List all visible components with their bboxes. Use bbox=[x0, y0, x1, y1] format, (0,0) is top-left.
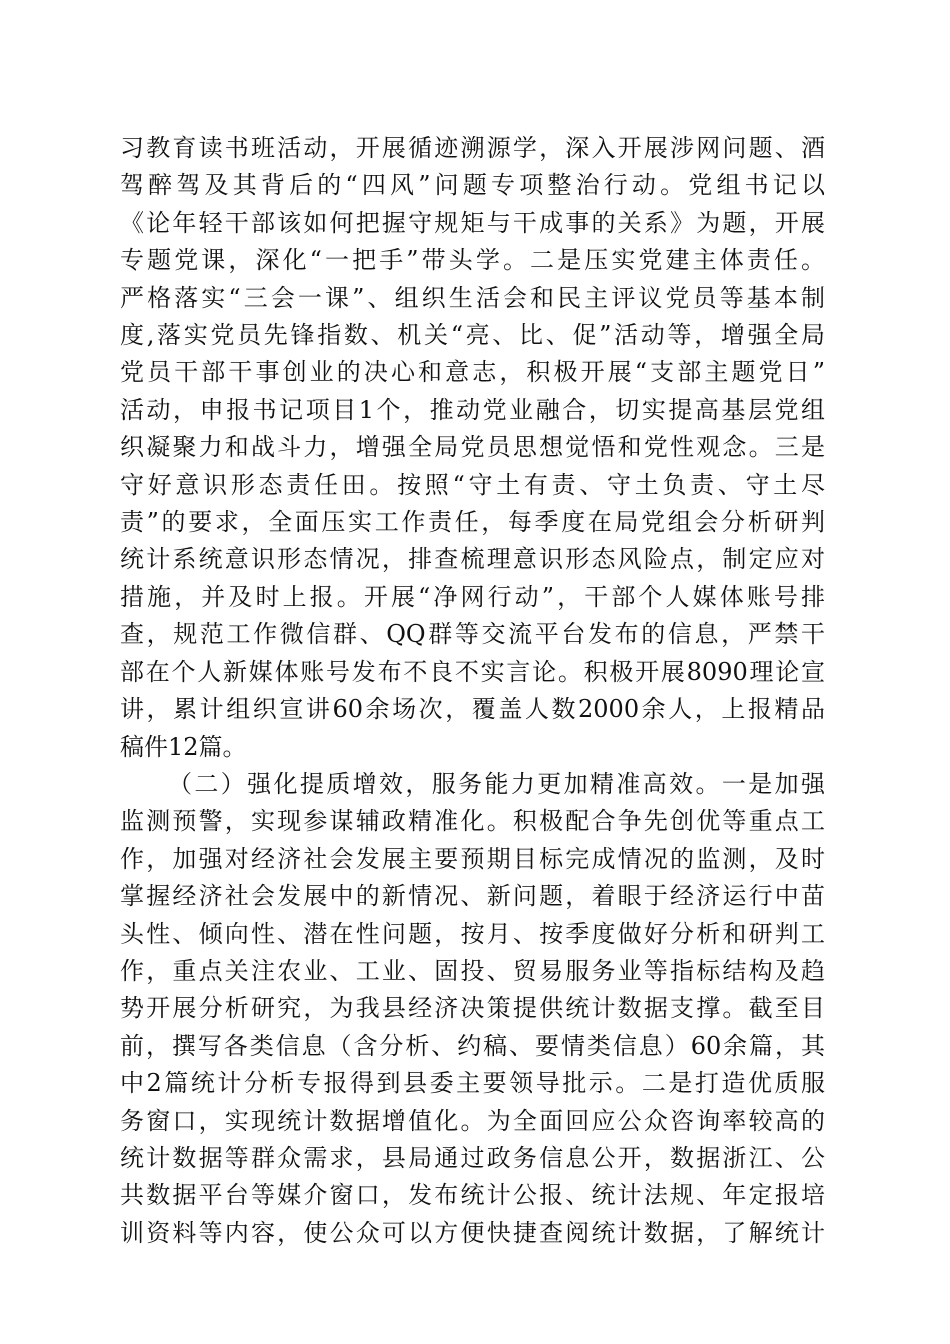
text-line: 措施，并及时上报。开展“净网行动”，干部个人媒体账号排 bbox=[120, 582, 825, 611]
text-line: 驾醉驾及其背后的“四风”问题专项整治行动。党组书记以 bbox=[120, 171, 825, 200]
text-line: 势开展分析研究，为我县经济决策提供统计数据支撑。截至目 bbox=[120, 994, 825, 1023]
text-line: 前，撰写各类信息（含分析、约稿、要情类信息）60余篇，其 bbox=[120, 1031, 825, 1060]
text-line: 习教育读书班活动，开展循迹溯源学，深入开展涉网问题、酒 bbox=[120, 134, 825, 162]
text-line: 度,落实党员先锋指数、机关“亮、比、促”活动等，增强全局 bbox=[120, 321, 825, 350]
text-line: 统计系统意识形态情况，排查梳理意识形态风险点，制定应对 bbox=[120, 545, 825, 574]
text-line: 专题党课，深化“一把手”带头学。二是压实党建主体责任。 bbox=[120, 246, 825, 275]
text-line: 掌握经济社会发展中的新情况、新问题，着眼于经济运行中苗 bbox=[120, 882, 825, 911]
text-line: 织凝聚力和战斗力，增强全局党员思想觉悟和党性观念。三是 bbox=[120, 433, 825, 462]
document-page bbox=[120, 130, 825, 1252]
text-line: 讲，累计组织宣讲60余场次，覆盖人数2000余人，上报精品 bbox=[120, 695, 825, 724]
text-line: 中2篇统计分析专报得到县委主要领导批示。二是打造优质服 bbox=[120, 1069, 825, 1098]
text-line: 严格落实“三会一课”、组织生活会和民主评议党员等基本制 bbox=[120, 283, 825, 312]
text-line: 作，重点关注农业、工业、固投、贸易服务业等指标结构及趋 bbox=[120, 956, 825, 985]
text-line: 监测预警，实现参谋辅政精准化。积极配合争先创优等重点工 bbox=[120, 807, 825, 836]
text-line: 部在个人新媒体账号发布不良不实言论。积极开展8090理论宣 bbox=[120, 657, 825, 686]
text-line: 党员干部干事创业的决心和意志，积极开展“支部主题党日” bbox=[120, 358, 825, 387]
paragraph-party-building bbox=[120, 130, 825, 766]
text-line: 责”的要求，全面压实工作责任，每季度在局党组会分析研判 bbox=[120, 508, 825, 537]
text-line: 务窗口，实现统计数据增值化。为全面回应公众咨询率较高的 bbox=[120, 1106, 825, 1135]
text-line: 稿件12篇。 bbox=[120, 732, 247, 761]
text-line: 头性、倾向性、潜在性问题，按月、按季度做好分析和研判工 bbox=[120, 919, 825, 948]
text-line: 训资料等内容，使公众可以方便快捷查阅统计数据，了解统计 bbox=[120, 1218, 825, 1247]
section-heading-line: （二）强化提质增效，服务能力更加精准高效。一是加强 bbox=[168, 769, 825, 798]
text-line: 作，加强对经济社会发展主要预期目标完成情况的监测，及时 bbox=[120, 844, 825, 873]
text-line: 共数据平台等媒介窗口，发布统计公报、统计法规、年定报培 bbox=[120, 1181, 825, 1210]
text-line: 《论年轻干部该如何把握守规矩与干成事的关系》为题，开展 bbox=[120, 208, 825, 237]
text-line: 活动，申报书记项目1个，推动党业融合，切实提高基层党组 bbox=[120, 395, 825, 424]
text-line: 守好意识形态责任田。按照“守土有责、守土负责、守土尽 bbox=[120, 470, 825, 499]
paragraph-service-efficiency bbox=[120, 766, 825, 1252]
text-line: 统计数据等群众需求，县局通过政务信息公开，数据浙江、公 bbox=[120, 1143, 825, 1172]
text-line: 查，规范工作微信群、QQ群等交流平台发布的信息，严禁干 bbox=[120, 620, 825, 649]
